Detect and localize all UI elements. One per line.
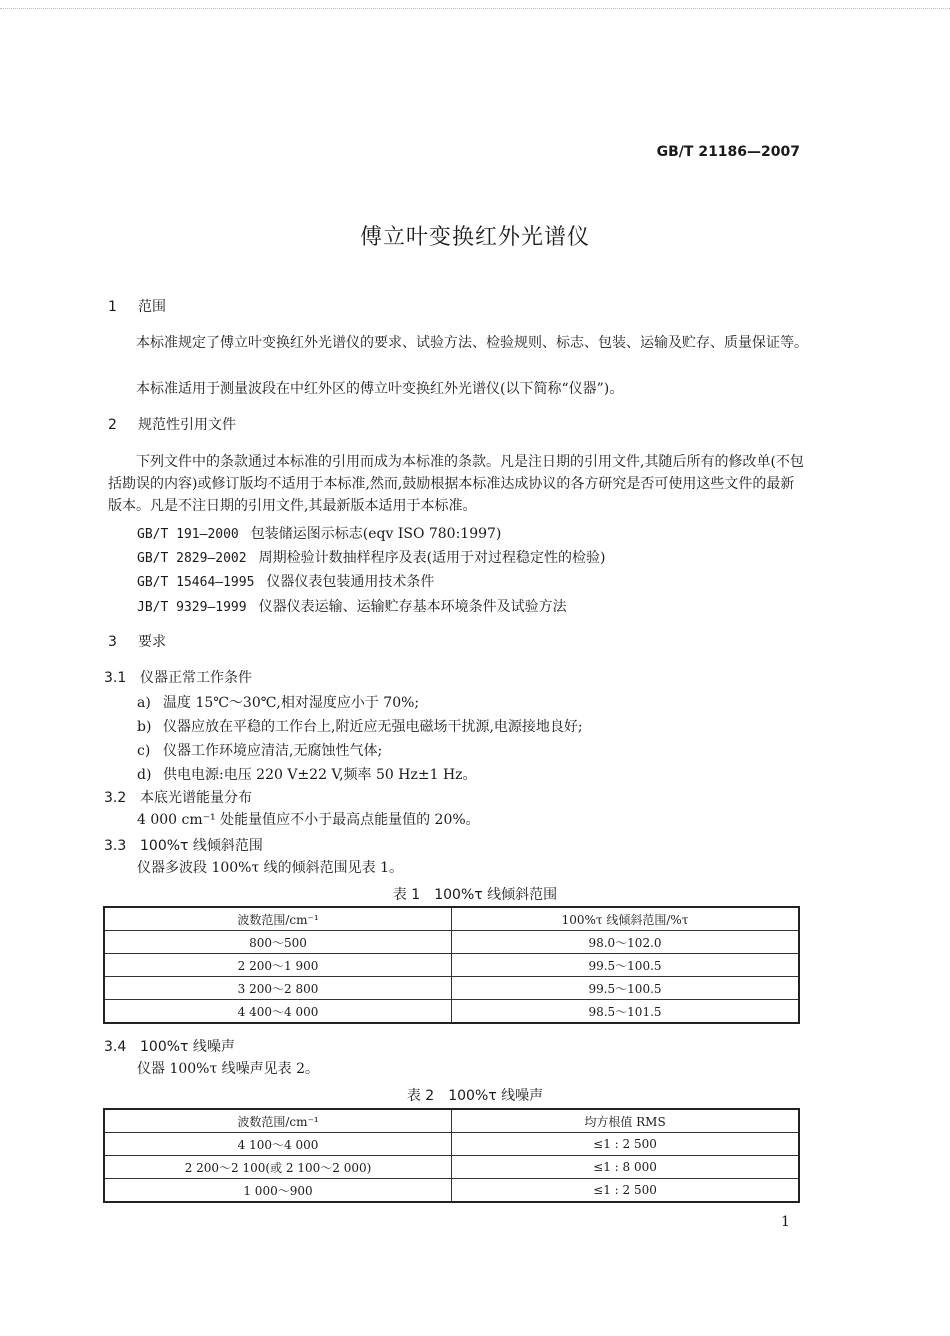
reference-code: GB/T 2829—2002 [137,551,247,566]
list-marker: a) [137,695,151,711]
table-header-cell: 均方根值 RMS [452,1109,800,1133]
list-text: 温度 15℃～30℃,相对湿度应小于 70%; [163,695,420,711]
list-marker: c) [137,743,151,759]
reference-name: 仪器仪表包装通用技术条件 [266,574,435,590]
table-row [104,977,799,1000]
table-cell: 1 000～900 [104,1179,452,1203]
list-marker: d) [137,767,152,783]
reference-item [137,523,501,543]
section-number: 3.3 [104,838,127,854]
document-title: 傅立叶变换红外光谱仪 [359,225,590,250]
section-title: 100%τ 线倾斜范围 [140,838,263,854]
list-item [137,716,583,736]
paragraph: 下列文件中的条款通过本标准的引用而成为本标准的条款。凡是注日期的引用文件,其随后所有的修改单(不包括勘误的内容)或修订版均不适用于本标准,然而,鼓励根据本标准达成协议的各方研究是否可使用这些文件的最新版本。凡是不注日期的引用文件,其最新版本适用于本标准。 [108,454,804,514]
list-text: 供电电源:电压 220 V±22 V,频率 50 Hz±1 Hz。 [163,767,477,783]
section-number: 2 [108,417,117,433]
table-cell: 3 200～2 800 [104,977,452,1000]
table-cell: 2 200～2 100(或 2 100～2 000) [104,1156,452,1179]
list-item [137,740,382,760]
table-row [104,1000,799,1024]
section-title: 仪器正常工作条件 [140,670,252,686]
table-cell: 98.5～101.5 [452,1000,800,1024]
scan-edge-line [0,8,950,9]
reference-name: 包装储运图示标志(eqv ISO 780:1997) [250,526,502,542]
table-cell: 800～500 [104,931,452,954]
table-row [104,1133,799,1156]
list-text: 仪器工作环境应清洁,无腐蚀性气体; [163,743,383,759]
table-2 [103,1108,800,1203]
table-cell: 2 200～1 900 [104,954,452,977]
paragraph: 本标准适用于测量波段在中红外区的傅立叶变换红外光谱仪(以下简称“仪器”)。 [136,381,624,397]
section-3-3-heading [104,835,263,855]
section-2-heading [108,414,236,434]
page-number: 1 [781,1214,790,1230]
section-number: 1 [108,299,117,315]
table-cell: 4 100～4 000 [104,1133,452,1156]
table-1 [103,906,800,1024]
table-cell: 99.5～100.5 [452,954,800,977]
section-3-1-heading [104,667,252,687]
section-title: 100%τ 线噪声 [140,1039,235,1055]
table-cell: ≤1 : 2 500 [452,1179,800,1203]
table-header-cell: 波数范围/cm⁻¹ [104,907,452,931]
table-cell: 4 400～4 000 [104,1000,452,1024]
standard-number: GB/T 21186—2007 [656,144,800,160]
list-text: 仪器应放在平稳的工作台上,附近应无强电磁场干扰源,电源接地良好; [163,719,583,735]
table-header-cell: 100%τ 线倾斜范围/%τ [452,907,800,931]
reference-item [137,571,434,591]
section-title: 规范性引用文件 [138,417,236,433]
table-1-caption: 表 1 100%τ 线倾斜范围 [392,887,558,903]
table-row [104,1156,799,1179]
section-number: 3 [108,634,117,650]
table-cell: 99.5～100.5 [452,977,800,1000]
list-marker: b) [137,719,152,735]
paragraph: 仪器多波段 100%τ 线的倾斜范围见表 1。 [137,860,404,876]
section-title: 本底光谱能量分布 [140,790,252,806]
paragraph: 仪器 100%τ 线噪声见表 2。 [137,1061,320,1077]
reference-name: 周期检验计数抽样程序及表(适用于对过程稳定性的检验) [258,550,606,566]
reference-code: JB/T 9329—1999 [137,600,247,615]
table-cell: ≤1 : 2 500 [452,1133,800,1156]
section-3-heading [108,631,166,651]
reference-item [137,547,606,567]
section-1-heading [108,296,166,316]
list-item [137,764,477,784]
section-title: 范围 [138,299,166,315]
table-row [104,954,799,977]
table-2-caption: 表 2 100%τ 线噪声 [406,1088,544,1104]
table-cell: ≤1 : 8 000 [452,1156,800,1179]
section-number: 3.1 [104,670,127,686]
table-header-row [104,1109,799,1133]
paragraph: 4 000 cm⁻¹ 处能量值应不小于最高点能量值的 20%。 [137,812,480,828]
section-number: 3.2 [104,790,127,806]
reference-name: 仪器仪表运输、运输贮存基本环境条件及试验方法 [258,599,567,615]
section-title: 要求 [138,634,166,650]
list-item [137,692,419,712]
table-row [104,1179,799,1203]
table-header-row [104,907,799,931]
table-row [104,931,799,954]
table-header-cell: 波数范围/cm⁻¹ [104,1109,452,1133]
paragraph: 本标准规定了傅立叶变换红外光谱仪的要求、试验方法、检验规则、标志、包装、运输及贮存、质量保证等。 [136,335,808,351]
reference-code: GB/T 15464—1995 [137,575,255,590]
section-3-2-heading [104,787,252,807]
table-cell: 98.0～102.0 [452,931,800,954]
reference-item [137,596,567,616]
section-3-4-heading [104,1036,235,1056]
reference-code: GB/T 191—2000 [137,527,239,542]
section-number: 3.4 [104,1039,127,1055]
